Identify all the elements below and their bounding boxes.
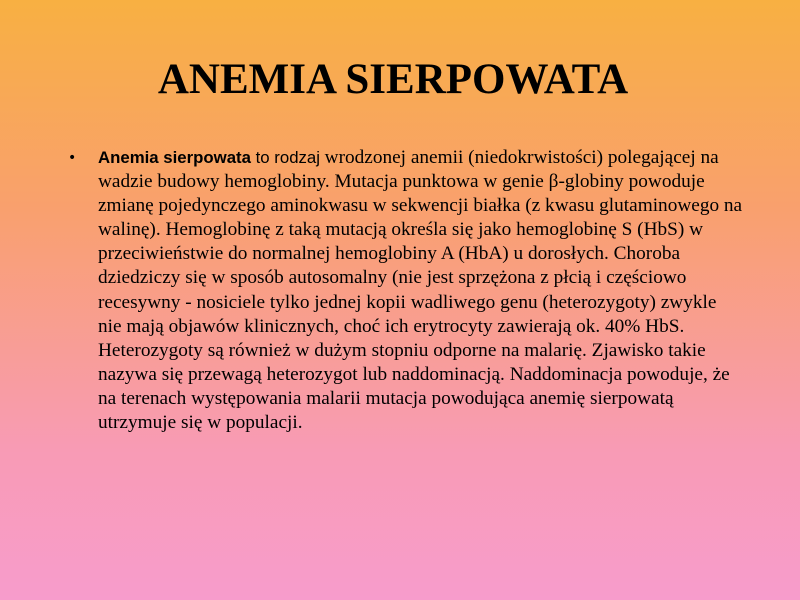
slide-title: ANEMIA SIERPOWATA xyxy=(157,56,629,103)
bullet-list xyxy=(64,146,744,435)
definition-lead: to rodzaj xyxy=(250,148,325,167)
definition-term: Anemia sierpowata xyxy=(98,148,251,167)
bullet-marker: • xyxy=(68,150,77,166)
definition-body: wrodzonej anemii (niedokrwistości) polegającej na wadzie budowy hemoglobiny. Mutacja punktowa w genie β-globiny powoduje zmianę pojedynczego aminokwasu w sekwencji białka (z kwasu glutaminowego na walinę). Hemoglobinę z taką mutacją określa się jako hemoglobinę S (HbS) w przeciwieństwie do normalnej hemoglobiny A (HbA) u dorosłych. Choroba dziedziczy się w sposób autosomalny (nie jest sprzężona z płcią i częściowo recesywny - nosiciele tylko jednej kopii wadliwego genu (heterozygoty) zwykle nie mają objawów klinicznych, choć ich erytrocyty zawierają ok. 40% HbS. Heterozygoty są również w dużym stopniu odporne na malarię. Zjawisko takie nazywa się przewagą heterozygot lub naddominacją. Naddominacja powoduje, że na terenach występowania malarii mutacja powodująca anemię sierpowatą utrzymuje się w populacji. xyxy=(98,147,743,434)
bullet-item xyxy=(64,146,744,435)
